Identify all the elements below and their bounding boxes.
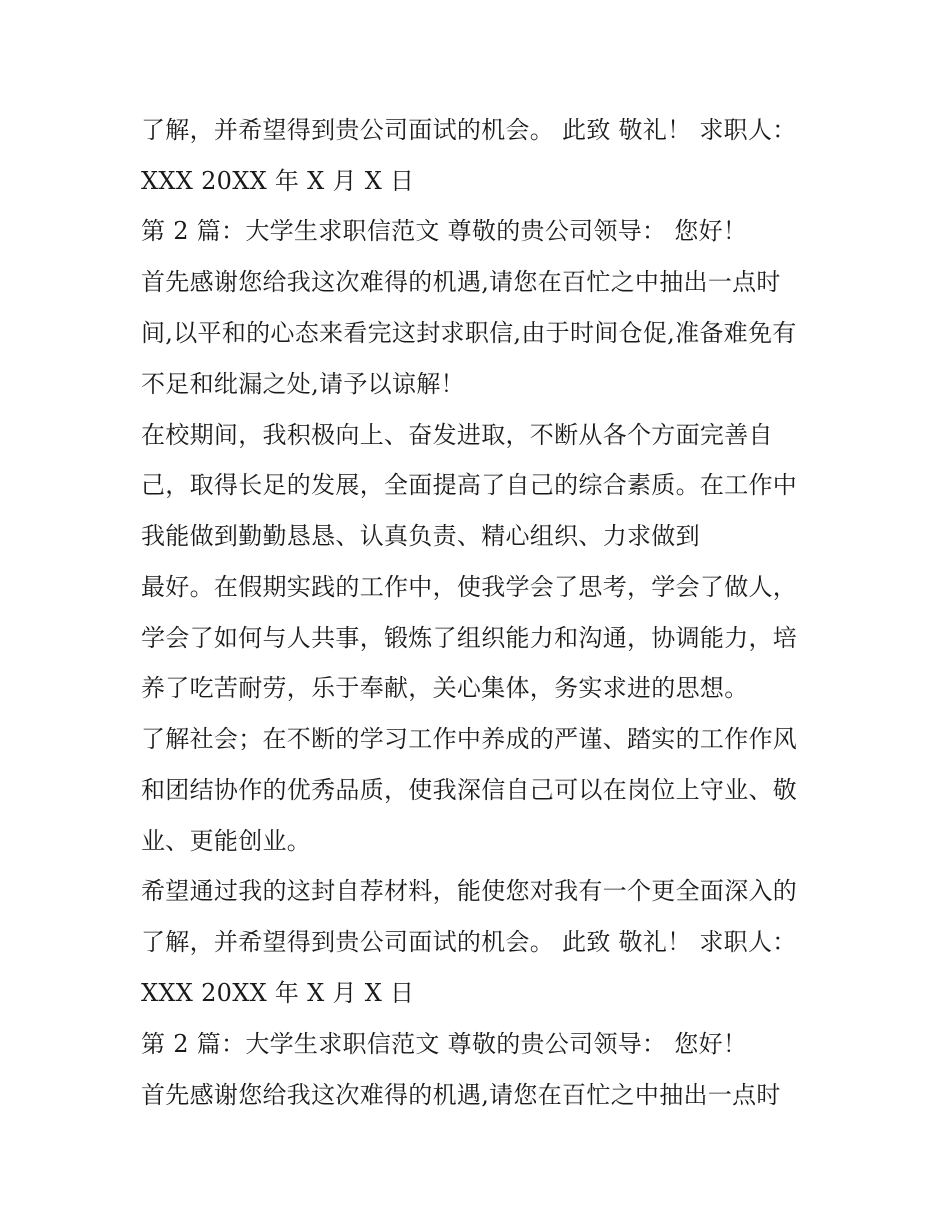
- text-line: 间,以平和的心态来看完这封求职信,由于时间仓促,准备难免有: [141, 319, 797, 347]
- text-line: 第 2 篇：大学生求职信范文 尊敬的贵公司领导： 您好！: [141, 217, 748, 245]
- text-line: 了解，并希望得到贵公司面试的机会。 此致 敬礼！ 求职人：: [141, 928, 797, 956]
- text-line: XXX 20XX 年 X 月 X 日: [141, 979, 415, 1007]
- text-line: XXX 20XX 年 X 月 X 日: [141, 167, 415, 195]
- text-line: 首先感谢您给我这次难得的机遇,请您在百忙之中抽出一点时: [141, 1081, 781, 1109]
- text-line: 了解，并希望得到贵公司面试的机会。 此致 敬礼！ 求职人：: [141, 116, 797, 144]
- text-line: 不足和纰漏之处,请予以谅解！: [141, 370, 465, 398]
- text-line: 学会了如何与人共事，锻炼了组织能力和沟通，协调能力，培: [141, 624, 798, 652]
- text-line: 最好。在假期实践的工作中，使我学会了思考，学会了做人，: [141, 573, 798, 601]
- text-line: 己，取得长足的发展，全面提高了自己的综合素质。在工作中: [141, 471, 798, 499]
- text-line: 希望通过我的这封自荐材料，能使您对我有一个更全面深入的: [141, 877, 798, 905]
- text-line: 我能做到勤勤恳恳、认真负责、精心组织、力求做到: [141, 522, 700, 550]
- text-line: 了解社会；在不断的学习工作中养成的严谨、踏实的工作作风: [141, 725, 798, 753]
- text-line: 第 2 篇：大学生求职信范文 尊敬的贵公司领导： 您好！: [141, 1030, 748, 1058]
- text-line: 业、更能创业。: [141, 827, 312, 855]
- text-line: 养了吃苦耐劳，乐于奉献，关心集体，务实求进的思想。: [141, 674, 749, 702]
- text-line: 在校期间，我积极向上、奋发进取，不断从各个方面完善自: [141, 421, 773, 449]
- text-line: 首先感谢您给我这次难得的机遇,请您在百忙之中抽出一点时: [141, 268, 781, 296]
- text-line: 和团结协作的优秀品质，使我深信自己可以在岗位上守业、敬: [141, 776, 798, 804]
